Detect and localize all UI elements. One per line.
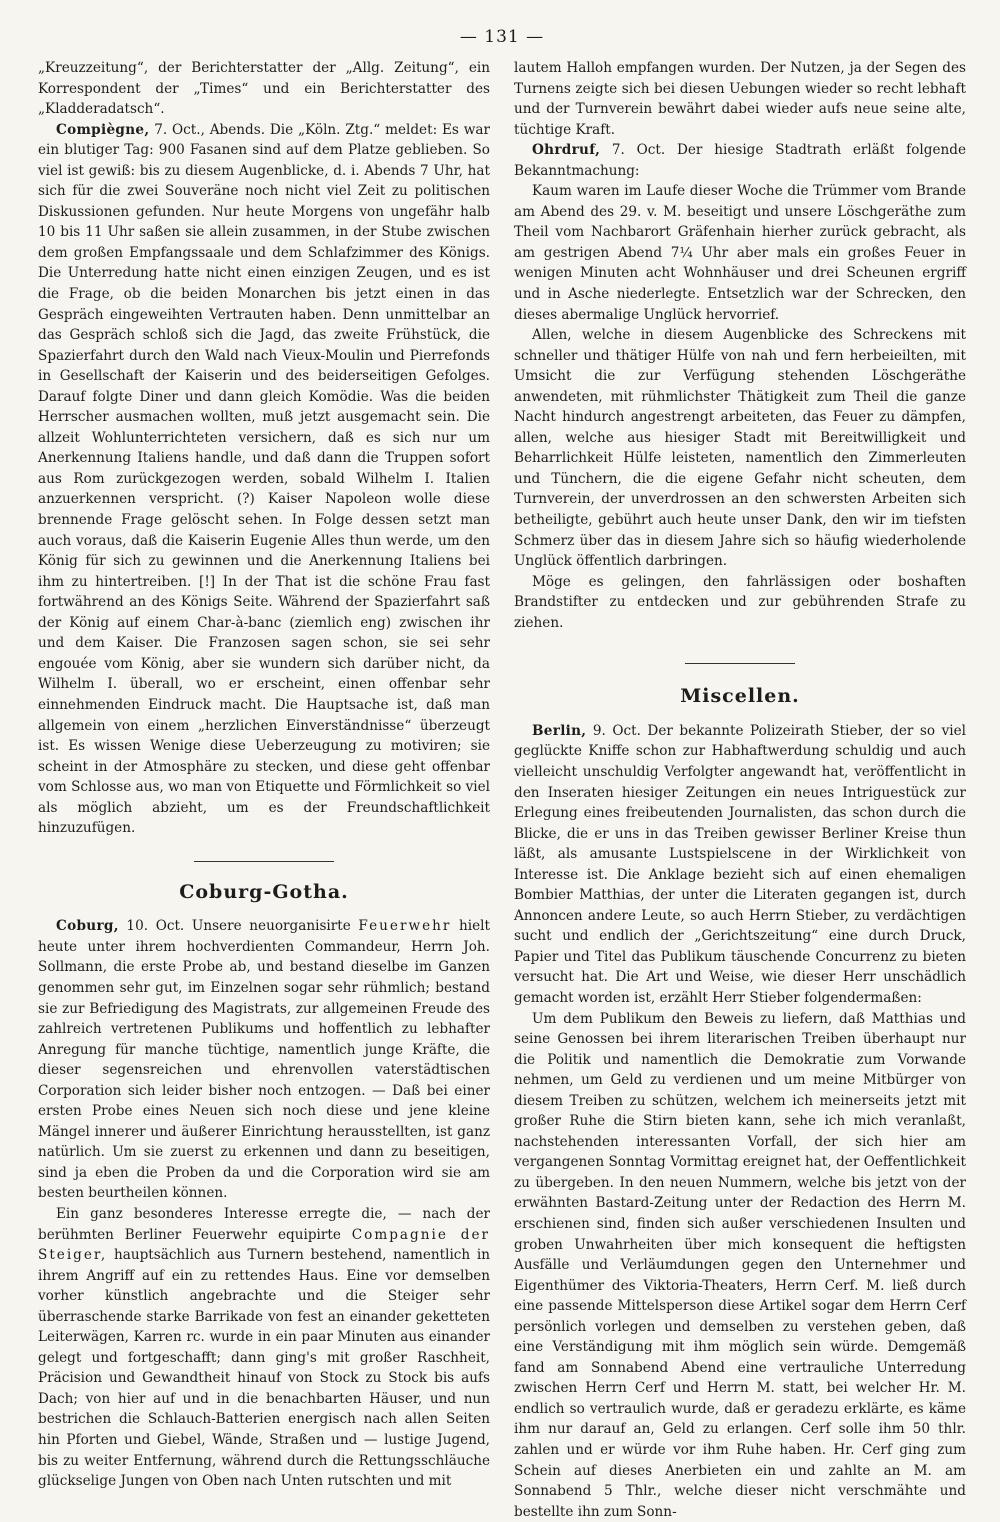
left-column [38,58,490,1522]
section-heading: Coburg-Gotha. [179,880,349,903]
article-paragraph [38,1204,490,1492]
article-text: hauptsächlich aus Turnern bestehend, namentlich in ihrem Angriff auf ein zu rettendes Haus. Eine vor demselben vorher künstlich angebrachte und die Steiger sehr überraschende starke Barrikade von fest an einander geketteten Leiterwägen, Karren rc. wurde in ein paar Minuten aus einander gelegt und fortgeschafft; dann ging's mit großer Raschheit, Präcision und Gewandtheit hinauf von Stock zu Stock bis aufs Dach; von hier auf und in die benachbarten Häuser, und nun bestrichen die Schlauch-Batterien energisch nach allen Seiten hin Pforten und Giebel, Wände, Straßen und — lustige Jugend, bis zu weiter Entfernung, während durch die Rettungsschläuche glückselige Jungen von Oben nach Unten rutschten und mit [38,1247,490,1490]
article-paragraph: „Kreuzzeitung“, der Berichterstatter der „Allg. Zeitung“, ein Korrespondent der „Times“ und ein Berichterstatter des „Kladderadatsch“. [38,60,490,118]
divider [194,861,334,862]
article-paragraph [514,721,966,1009]
columns [38,58,966,1522]
article-paragraph: Möge es gelingen, den fahrlässigen oder boshaften Brandstifter zu entdecken und zur gebührenden Strafe zu ziehen. [514,573,966,631]
article-text: 10. Oct. Unsere neuorganisirte [118,918,359,935]
article-paragraph: lautem Halloh empfangen wurden. Der Nutzen, ja der Segen des Turnens zeigte sich bei diesen Uebungen wieder so recht lebhaft und der Turnverein bewährt dabei wieder aufs neue seine alte, tüchtige Kraft. [514,60,966,138]
divider [685,663,795,664]
article-paragraph: Um dem Publikum den Beweis zu liefern, daß Matthias und seine Genossen bei ihrem literarischen Treiben überhaupt nur die Politik und namentlich die Demokratie zum Vorwande nehmen, um Geld zu verdienen und um meine Mitbürger von diesem Treiben zu schützen, welchem ich meinerseits jetzt mit großer Ruhe die Stirn bieten kann, sehe ich mich veranlaßt, nachstehenden interessanten Vorfall, der sich hier am vergangenen Sonntag Vormittag ereignet hat, der Oeffentlichkeit zu übergeben. In den neuen Nummern, welche bis jetzt von der erwähnten Bastard-Zeitung unter der Redaction des Herrn M. erschienen sind, finden sich außer verschiedenen Insulten und groben Unwahrheiten über mich konsequent die heftigsten Ausfälle und Verläumdungen gegen den Unternehmer und Eigenthümer des Viktoria-Theaters, Herrn Cerf. M. ließ durch eine passende Mittelsperson diese Artikel sogar dem Herrn Cerf persönlich vorlegen und demselben zu verstehen geben, daß eine Verständigung mit ihm möglich sein würde. Demgemäß fand am Sonnabend Abend eine vertrauliche Unterredung zwischen Herrn Cerf und Herrn M. statt, bei welcher Hr. M. endlich so vertraulich wurde, daß er geradezu erklärte, es käme ihm nur darauf an, Geld zu erlangen. Cerf solle ihm 50 thlr. zahlen und er würde vor ihm Ruhe haben. Hr. Cerf ging zum Schein auf dieses Anerbieten ein und zahlte an M. am Sonnabend 5 Thlr., welche dieser nicht verschmähte und bestellte ihn zum Sonn- [514,1010,966,1520]
article-text: 9. Oct. Der bekannte Polizeirath Stieber, der so viel geglückte Kniffe schon zur Habhaftwerdung schuldig und auch vielleicht unschuldig Verfolgter angewandt hat, veröffentlicht in den Inseraten hiesiger Zeitungen ein neues Intriguestück zur Erlegung eines freibeutenden Journalisten, das schon durch die Blicke, die er uns in das Treiben gewisser Berliner Kreise thun läßt, als amusante Lustspielscene in der Wirklichkeit von Interesse ist. Die Anklage bezieht sich auf einen ehemaligen Bombier Matthias, der unter die Literaten gegangen ist, durch Annoncen andere Leute, so auch Herrn Stieber, zu verdächtigen sucht und endlich der „Gerichtszeitung“ eine durch Druck, Papier und Titel das Publikum täuschende Concurrenz zu bieten versucht hat. Die Art und Weise, wie dieser Herr unschädlich gemacht worden ist, erzählt Herr Stieber folgendermaßen: [514,722,966,1006]
section-heading: Miscellen. [680,685,800,708]
article-text: hielt heute unter ihrem hochverdienten Commandeur, Herrn Joh. Sollmann, die erste Probe ab, und bestand dieselbe im Ganzen genommen sehr gut, im Einzelnen sogar sehr rühmlich; bestand sie zur Befriedigung des Magistrats, zur allgemeinen Freude des zahlreich vertretenen Publikums und hoffentlich zu lebhafter Anregung für manche tüchtige, namentlich junge Kräfte, die dieser segensreichen und ehrenvollen vaterstädtischen Corporation sich leider bisher noch entzogen. — Daß bei einer ersten Probe eines Neuen sich noch diese und jene kleine Mängel innerer und äußerer Einrichtung herausstellten, ist ganz natürlich. Um sie zuerst zu erkennen und dann zu beseitigen, sind ja eben die Proben da und die Corporation wird sie am besten beurtheilen können. [38,918,490,1202]
article-paragraph [38,916,490,1204]
dateline: Compiègne, [56,121,150,138]
dateline: Berlin, [532,722,587,739]
article-paragraph [38,120,490,839]
dateline: Ohrdruf, [532,142,601,159]
spaced-emphasis: Compagnie der Steiger, [38,1226,490,1264]
article-paragraph: Allen, welche in diesem Augenblicke des Schreckens mit schneller und thätiger Hülfe von nah und fern herbeieilten, mit Umsicht die zur Verfügung stehenden Löschgeräthe anwendeten, mit rühmlichster Thätigkeit zum Theil die ganze Nacht hindurch angestrengt arbeiteten, das Feuer zu dämpfen, allen, welche aus hiesiger Stadt mit Bereitwilligkeit und Beharrlichkeit Hülfe leisteten, namentlich den Zimmerleuten und Tünchern, die die eigene Gefahr nicht scheuten, dem Turnverein, der unverdrossen an den schwersten Arbeiten sich betheiligte, gebührt auch heute unser Dank, den wir im tiefsten Schmerz über das in diesem Jahre sich so häufig wiederholende Unglück öffentlich darbringen. [514,327,966,570]
page-number: — 131 — [459,27,545,47]
right-column [514,58,966,1522]
spaced-emphasis: Feuerwehr [358,918,452,935]
article-paragraph [514,140,966,181]
article-text: Ein ganz besonderes Interesse erregte die, — nach der berühmten Berliner Feuerwehr equipirte [38,1205,490,1243]
article-text: 7. Oct., Abends. Die „Köln. Ztg.“ meldet: Es war ein blutiger Tag: 900 Fasanen sind auf dem Platze geblieben. So viel ist gewiß: bis zu diesem Augenblicke, d. i. Abends 7 Uhr, hat sich für die zwei Souveräne noch nicht viel Zeit zu politischen Diskussionen gefunden. Nur heute Morgens von ungefähr halb 10 bis 11 Uhr saßen sie allein zusammen, in der Stube zwischen dem großen Empfangssaale und dem Schlafzimmer des Königs. Die Unterredung hatte nicht einen einzigen Zeugen, und es ist die Frage, ob die beiden Monarchen bis jetzt einen in das Gespräch eingeweihten Vertrauten haben. Denn unmittelbar an das Gespräch schloß sich die Jagd, das zweite Frühstück, die Spazierfahrt durch den Wald nach Vieux-Moulin und Pierrefonds in Gesellschaft der Kaiserin und des beiderseitigen Gefolges. Darauf folgte Diner und dann gleich Komödie. Was die beiden Herrscher ausmachen wollten, muß jetzt ausgemacht sein. Die allzeit Wohlunterrichteten versichern, daß es sich nur um Anerkennung Italiens handle, und daß dann die Truppen sofort aus Rom zurückgezogen werden, sobald Wilhelm I. Italien anzuerkennen verspricht. (?) Kaiser Napoleon wolle diese brennende Frage gelöscht sehen. In Folge dessen setzt man auch voraus, daß die Kaiserin Eugenie Alles thun werde, um den König für sich zu gewinnen und die Anerkennung Italiens bei ihm zu hintertreiben. [!] In der That ist die schöne Frau fast fortwährend an des Königs Seite. Während der Spazierfahrt saß der König auf einem Char-à-banc (ziemlich eng) zwischen ihr und dem Kaiser. Die Franzosen sagen schon, sie sei sehr engouée vom König, aber sie wundern sich darüber nicht, da Wilhelm I. überall, wo er erscheint, einen offenbar sehr einnehmenden Eindruck macht. Die Hauptsache ist, daß man allgemein von einem „herzlichen Einverständnisse“ überzeugt ist. Es wissen Wenige diese Ueberzeugung zu motiviren; sie scheint in der Atmosphäre zu stecken, und diese geht offenbar vom Schlosse aus, wo man von Etiquette und Förmlichkeit so viel als möglich abzieht, um es der Freundschaftlichkeit hinzuzufügen. [38,121,490,837]
article-text: 7. Oct. Der hiesige Stadtrath erläßt folgende Bekanntmachung: [514,142,966,179]
dateline: Coburg, [56,918,119,935]
article-paragraph: Kaum waren im Laufe dieser Woche die Trümmer vom Brande am Abend des 29. v. M. beseitigt und unsere Löschgeräthe zum Theil vom Nachbarort Gräfenhain hierher zurück gebracht, als am gestrigen Abend 7¼ Uhr aber mals ein großes Feuer in wenigen Minuten acht Wohnhäuser und drei Scheunen ergriff und in Asche niederlegte. Entsetzlich war der Schrecken, den dieses abermalige Unglück hervorrief. [514,183,966,323]
